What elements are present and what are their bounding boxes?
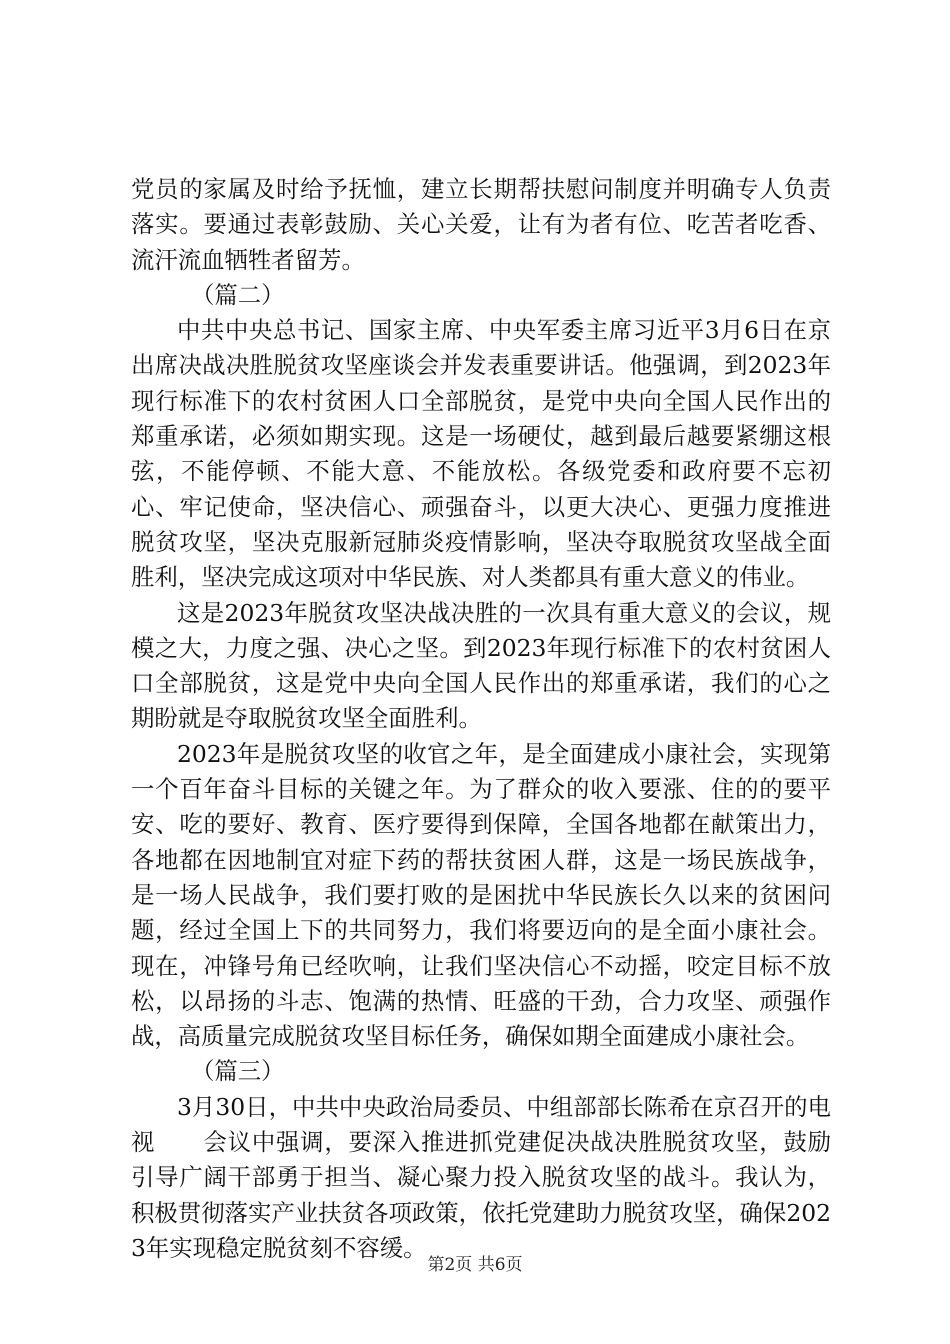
document-body: [131, 172, 831, 1266]
paragraph-party-building: 3月30日，中共中央政治局委员、中组部部长陈希在京召开的电视 会议中强调，要深入推进抓党建促决战决胜脱贫攻坚，鼓励引导广阔干部勇于担当、凝心聚力投入脱贫攻坚的战斗。我认为，积极贯彻落实产业扶贫各项政策，依托党建助力脱贫攻坚，确保2023年实现稳定脱贫刻不容缓。: [131, 1092, 831, 1262]
page-footer: 第2页 共6页: [427, 1255, 523, 1275]
paragraph-final-year: 2023年是脱贫攻坚的收官之年，是全面建成小康社会，实现第一个百年奋斗目标的关键之年。为了群众的收入要涨、住的的要平安、吃的要好、教育、医疗要得到保障，全国各地都在献策出力，各地都在因地制宜对症下药的帮扶贫困人群，这是一场民族战争，是一场人民战争，我们要打败的是困扰中华民族长久以来的贫困问题，经过全国上下的共同努力，我们将要迈向的是全面小康社会。现在，冲锋号角已经吹响，让我们坚决信心不动摇，咬定目标不放松，以昂扬的斗志、饱满的热情、旺盛的干劲，合力攻坚、顽强作战，高质量完成脱贫攻坚目标任务，确保如期全面建成小康社会。: [131, 739, 831, 1051]
paragraph-meeting-significance: 这是2023年脱贫攻坚决战决胜的一次具有重大意义的会议，规模之大，力度之强、决心之坚。到2023年现行标准下的农村贫困人口全部脱贫，这是党中央向全国人民作出的郑重承诺，我们的心之期盼就是夺取脱贫攻坚全面胜利。: [131, 598, 831, 733]
paragraph-continuation: 党员的家属及时给予抚恤，建立长期帮扶慰问制度并明确专人负责落实。要通过表彰鼓励、关心关爱，让有为者有位、吃苦者吃香、流汗流血牺牲者留芳。: [131, 175, 831, 274]
section-heading-part-two: （篇二）: [191, 280, 285, 309]
section-heading-part-three: （篇三）: [191, 1057, 285, 1086]
paragraph-speech-summary: 中共中央总书记、国家主席、中央军委主席习近平3月6日在京出席决战决胜脱贫攻坚座谈会并发表重要讲话。他强调，到2023年现行标准下的农村贫困人口全部脱贫，是党中央向全国人民作出的郑重承诺，必须如期实现。这是一场硬仗，越到最后越要紧绷这根弦，不能停顿、不能大意、不能放松。各级党委和政府要不忘初心、牢记使命，坚决信心、顽强奋斗，以更大决心、更强力度推进脱贫攻坚，坚决克服新冠肺炎疫情影响，坚决夺取脱贫攻坚战全面胜利，坚决完成这项对中华民族、对人类都具有重大意义的伟业。: [131, 316, 831, 592]
